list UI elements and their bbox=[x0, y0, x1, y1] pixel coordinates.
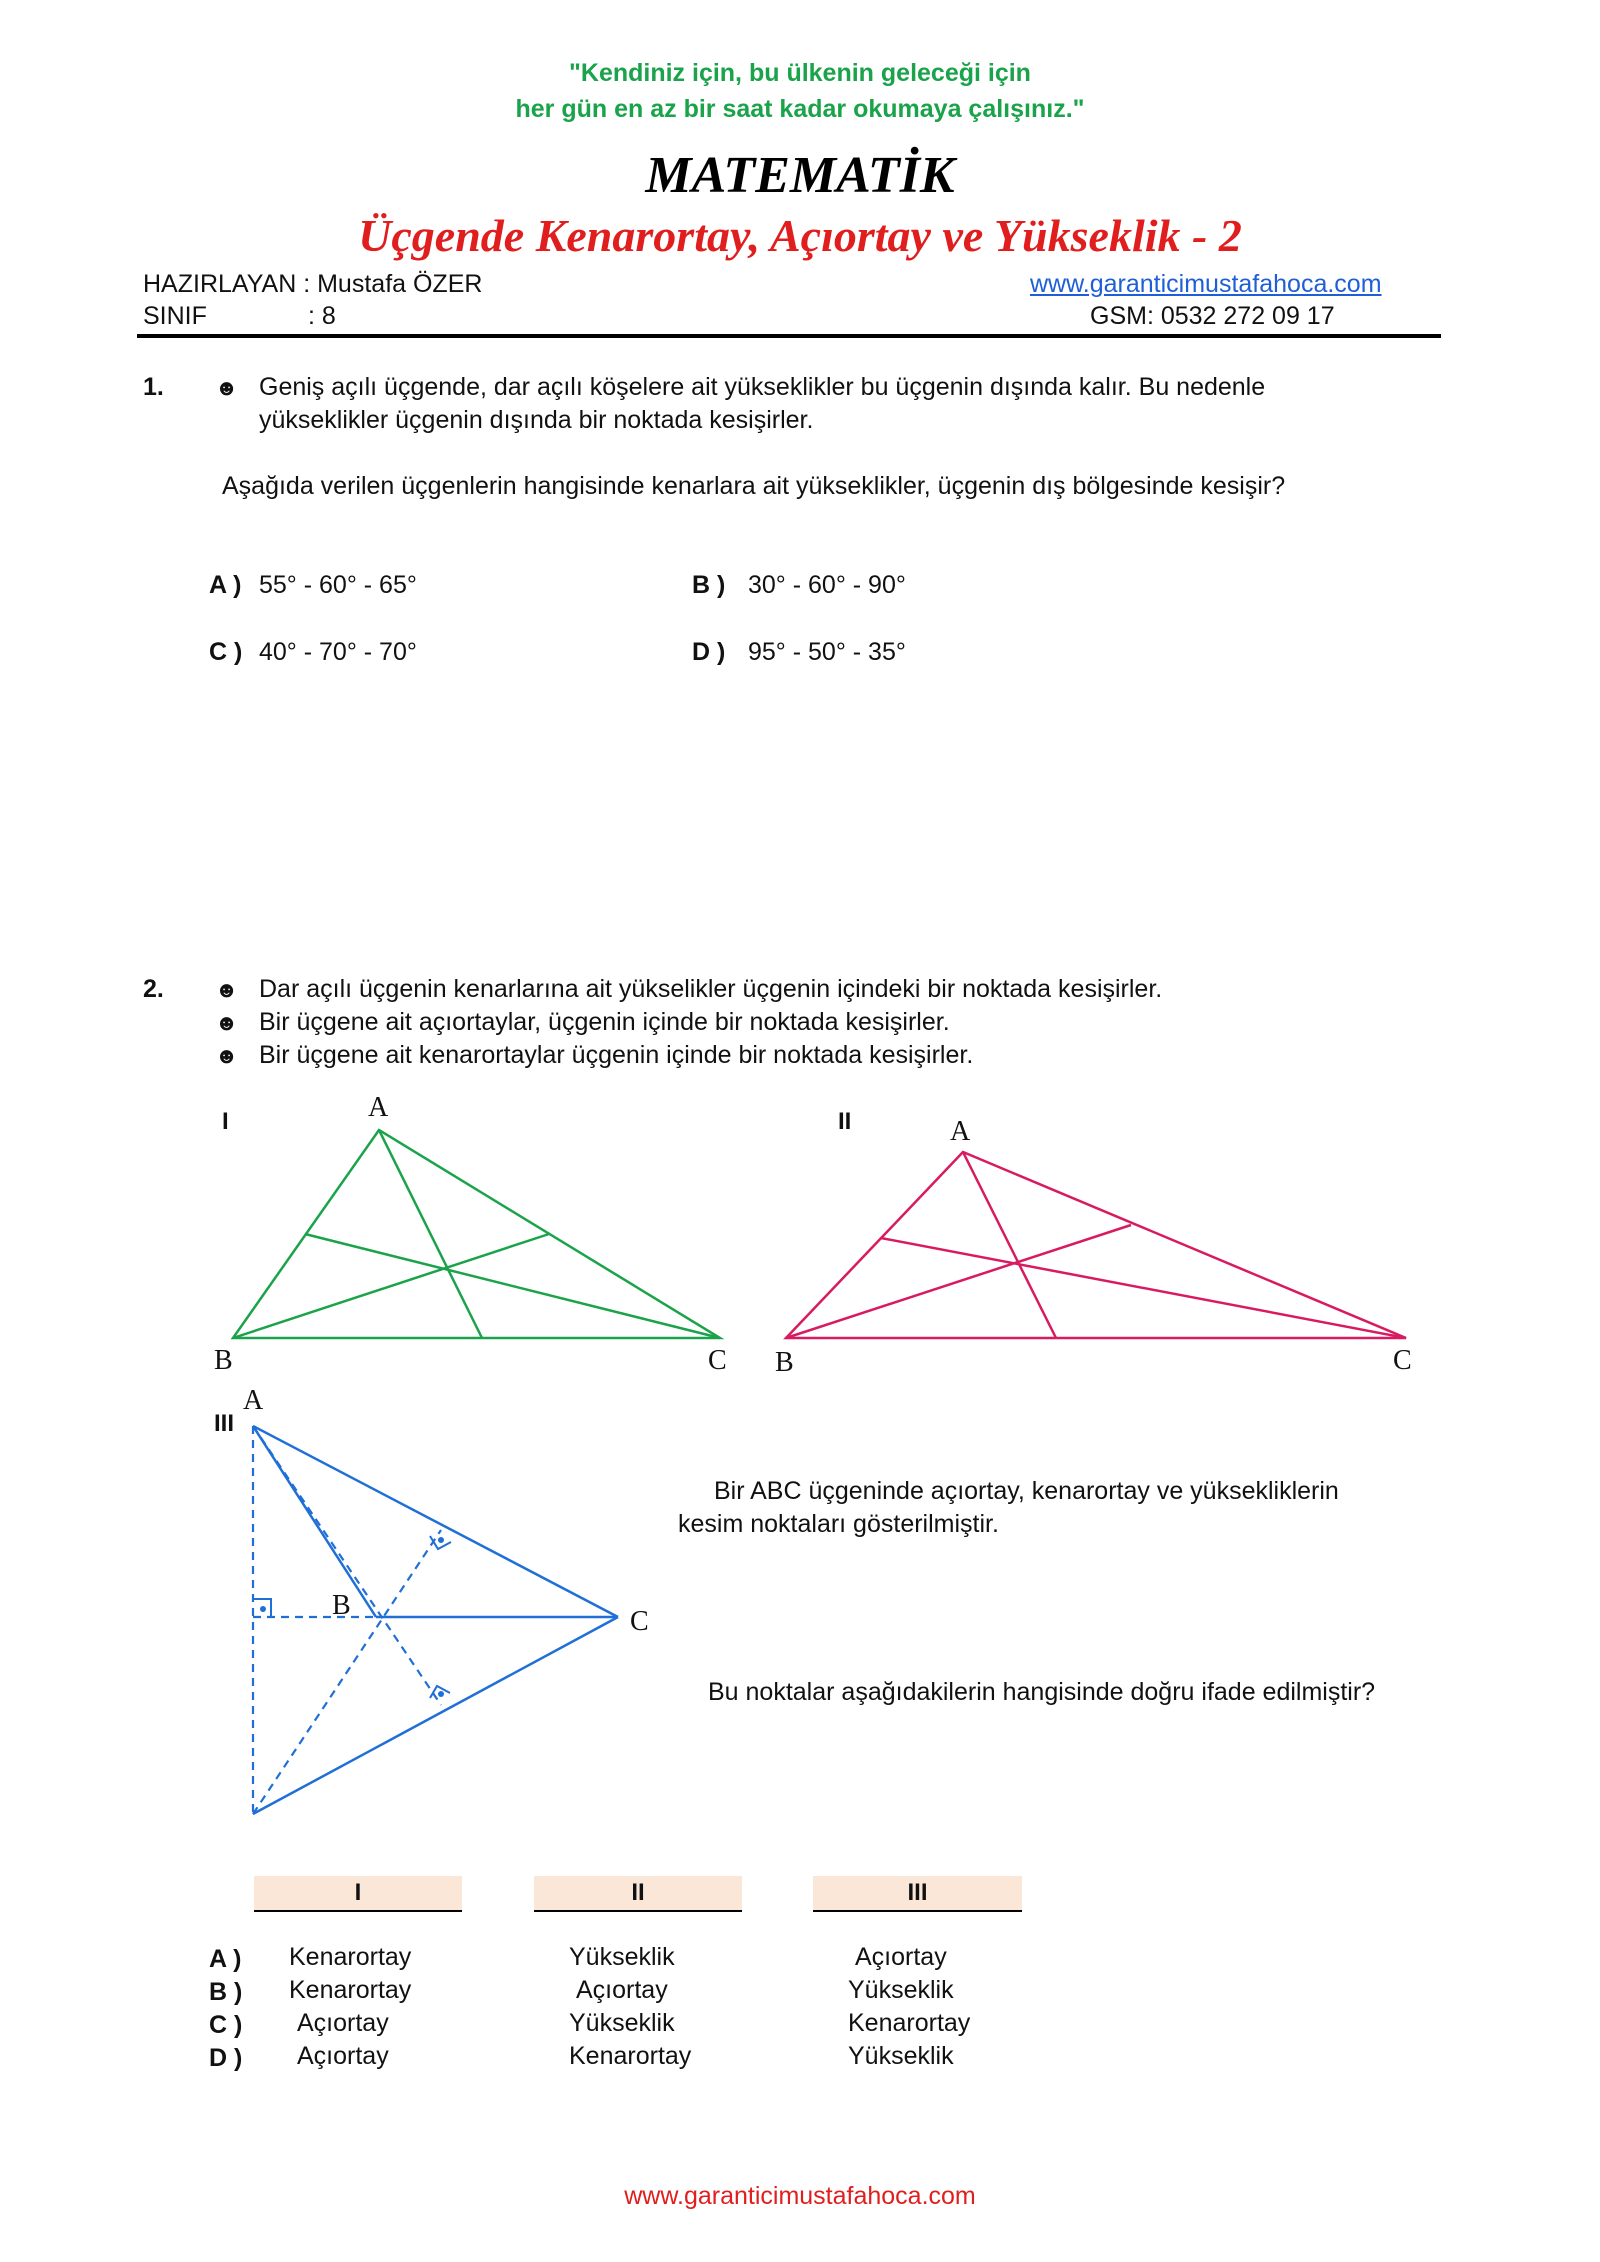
q1-option-d-value[interactable]: 95° - 50° - 35° bbox=[748, 638, 906, 666]
q1-option-b-value[interactable]: 30° - 60° - 90° bbox=[748, 571, 906, 599]
smiley-bullet-icon: ☻ bbox=[215, 1010, 239, 1035]
topic-title: Üçgende Kenarortay, Açıortay ve Yükseklik - 2 bbox=[358, 210, 1242, 261]
q1-option-d-label[interactable]: D ) bbox=[692, 638, 726, 666]
table-cell: Açıortay bbox=[297, 2042, 389, 2070]
table-cell: Yükseklik bbox=[848, 2042, 954, 2070]
figure-1-roman: I bbox=[222, 1108, 229, 1135]
q1-option-b-label[interactable]: B ) bbox=[692, 571, 726, 599]
table-header-2: II bbox=[534, 1876, 742, 1912]
q1-question: Aşağıda verilen üçgenlerin hangisinde kenarlara ait yükseklikler, üçgenin dış bölgesinde kesişir? bbox=[222, 472, 1286, 500]
q1-option-a-value[interactable]: 55° - 60° - 65° bbox=[259, 571, 417, 599]
q2-bullet-1: Dar açılı üçgenin kenarlarına ait yükselikler üçgenin içindeki bir noktada kesişirler. bbox=[259, 975, 1163, 1003]
q1-info-line-2: yükseklikler üçgenin dışında bir noktada kesişirler. bbox=[259, 406, 814, 434]
q1-info-line-1: Geniş açılı üçgende, dar açılı köşelere ait yükseklikler bu üçgenin dışında kalır. Bu nedenle bbox=[259, 373, 1266, 401]
table-cell: Kenarortay bbox=[289, 1976, 412, 2004]
q2-description-line-1: Bir ABC üçgeninde açıortay, kenarortay ve yüksekliklerin bbox=[714, 1477, 1339, 1505]
figure-3-vertex-b: B bbox=[332, 1590, 351, 1621]
smiley-bullet-icon: ☻ bbox=[215, 375, 239, 400]
figure-1-triangle bbox=[233, 1130, 720, 1338]
table-header-1: I bbox=[254, 1876, 462, 1912]
q1-option-c-label[interactable]: C ) bbox=[209, 638, 243, 666]
footer-website[interactable]: www.garanticimustafahoca.com bbox=[624, 2182, 976, 2210]
figure-1-vertex-a: A bbox=[368, 1092, 389, 1123]
table-cell: Açıortay bbox=[297, 2009, 389, 2037]
table-cell: Açıortay bbox=[576, 1976, 668, 2004]
figure-1-vertex-c: C bbox=[708, 1345, 727, 1376]
table-cell: Yükseklik bbox=[848, 1976, 954, 2004]
figure-2-vertex-b: B bbox=[775, 1347, 794, 1378]
table-header-3: III bbox=[813, 1876, 1022, 1912]
phone-number: GSM: 0532 272 09 17 bbox=[1090, 302, 1335, 330]
q2-option-b-label[interactable]: B ) bbox=[209, 1978, 243, 2006]
question-1-number: 1. bbox=[143, 373, 164, 401]
table-cell: Kenarortay bbox=[569, 2042, 692, 2070]
figure-2-vertex-a: A bbox=[950, 1116, 971, 1147]
table-cell: Yükseklik bbox=[569, 2009, 675, 2037]
q2-option-d-label[interactable]: D ) bbox=[209, 2044, 243, 2072]
website-link[interactable]: www.garanticimustafahoca.com bbox=[1030, 270, 1382, 298]
grade-value: : 8 bbox=[308, 302, 336, 330]
smiley-bullet-icon: ☻ bbox=[215, 1043, 239, 1068]
table-cell: Kenarortay bbox=[848, 2009, 971, 2037]
question-2-number: 2. bbox=[143, 975, 164, 1003]
q1-option-c-value[interactable]: 40° - 70° - 70° bbox=[259, 638, 417, 666]
figure-2-roman: II bbox=[838, 1108, 852, 1135]
figure-3-triangle bbox=[253, 1426, 618, 1814]
author-label: HAZIRLAYAN : Mustafa ÖZER bbox=[143, 270, 483, 298]
smiley-bullet-icon: ☻ bbox=[215, 977, 239, 1002]
q2-bullet-2: Bir üçgene ait açıortaylar, üçgenin içinde bir noktada kesişirler. bbox=[259, 1008, 950, 1036]
table-cell: Yükseklik bbox=[569, 1943, 675, 1971]
table-cell: Kenarortay bbox=[289, 1943, 412, 1971]
figure-3-roman: III bbox=[214, 1410, 235, 1437]
figure-2-vertex-c: C bbox=[1393, 1345, 1412, 1376]
quote-line-1: "Kendiniz için, bu ülkenin geleceği için bbox=[569, 59, 1031, 87]
q2-question: Bu noktalar aşağıdakilerin hangisinde doğru ifade edilmiştir? bbox=[708, 1678, 1376, 1706]
q2-description-line-2: kesim noktaları gösterilmiştir. bbox=[678, 1510, 999, 1538]
quote-line-2: her gün en az bir saat kadar okumaya çalışınız." bbox=[515, 95, 1085, 123]
q2-option-c-label[interactable]: C ) bbox=[209, 2011, 243, 2039]
table-cell: Açıortay bbox=[855, 1943, 947, 1971]
q2-option-a-label[interactable]: A ) bbox=[209, 1945, 242, 1973]
grade-label: SINIF bbox=[143, 302, 207, 330]
figure-2-triangle bbox=[786, 1152, 1406, 1338]
q2-bullet-3: Bir üçgene ait kenarortaylar üçgenin içinde bir noktada kesişirler. bbox=[259, 1041, 974, 1069]
figure-3-vertex-c: C bbox=[630, 1606, 649, 1637]
figure-3-vertex-a: A bbox=[243, 1385, 264, 1416]
subject-title: MATEMATİK bbox=[645, 147, 955, 204]
figure-1-vertex-b: B bbox=[214, 1345, 233, 1376]
q1-option-a-label[interactable]: A ) bbox=[209, 571, 242, 599]
